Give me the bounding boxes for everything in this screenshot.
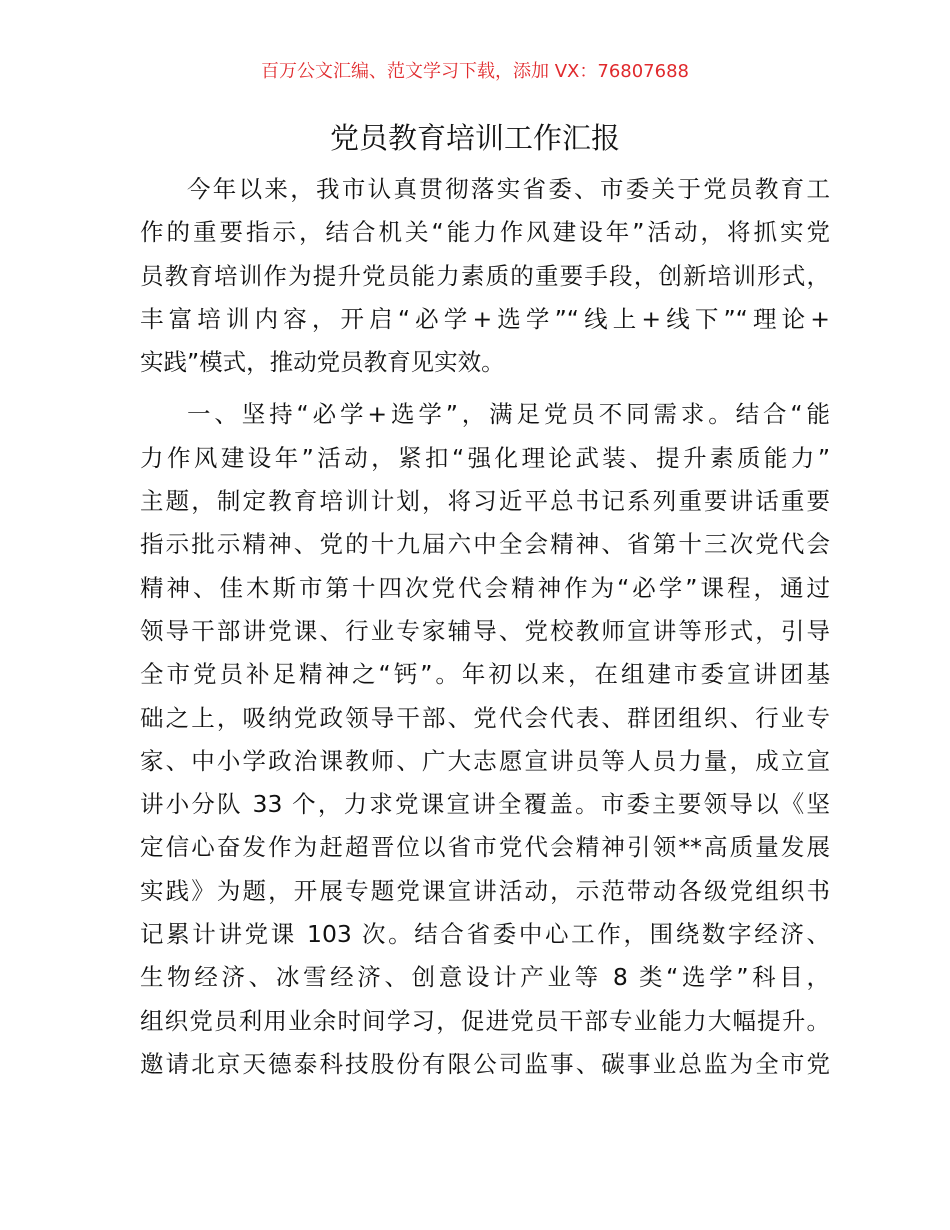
text-line: 丰富培训内容，开启“必学+选学”“线上+线下”“理论+: [140, 304, 830, 333]
text-line: 员教育培训作为提升党员能力素质的重要手段，创新培训形式，: [140, 261, 830, 290]
text-line: 一、坚持“必学+选学”，满足党员不同需求。结合“能: [187, 400, 830, 429]
text-line: 力作风建设年”活动，紧扣“强化理论武装、提升素质能力”: [140, 443, 830, 472]
text-line: 今年以来，我市认真贯彻落实省委、市委关于党员教育工: [187, 175, 830, 203]
text-line: 定信心奋发作为赶超晋位以省市党代会精神引领**高质量发展: [140, 833, 830, 862]
text-line: 主题，制定教育培训计划，将习近平总书记系列重要讲话重要: [140, 487, 830, 516]
text-line: 精神、佳木斯市第十四次党代会精神作为“必学”课程，通过: [140, 573, 830, 602]
text-line: 邀请北京天德泰科技股份有限公司监事、碳事业总监为全市党: [140, 1049, 830, 1078]
paragraph-intro: [140, 168, 830, 384]
text-line: 础之上，吸纳党政领导干部、党代会代表、群团组织、行业专: [140, 703, 830, 732]
text-line: 领导干部讲党课、行业专家辅导、党校教师宣讲等形式，引导: [140, 616, 830, 645]
document-title: 党员教育培训工作汇报: [329, 121, 620, 155]
text-line: 组织党员利用业余时间学习，促进党员干部专业能力大幅提升。: [140, 1006, 830, 1035]
watermark-banner: 百万公文汇编、范文学习下载，添加 VX：76807688: [261, 61, 689, 82]
paragraph-section-one: [140, 393, 830, 1086]
text-line: 讲小分队 33 个，力求党课宣讲全覆盖。市委主要领导以《坚: [140, 790, 830, 819]
text-line: 作的重要指示，结合机关“能力作风建设年”活动，将抓实党: [140, 218, 830, 247]
text-line: 全市党员补足精神之“钙”。年初以来，在组建市委宣讲团基: [140, 660, 830, 689]
text-line: 实践》为题，开展专题党课宣讲活动，示范带动各级党组织书: [140, 876, 830, 905]
text-line: 指示批示精神、党的十九届六中全会精神、省第十三次党代会: [140, 530, 830, 559]
text-line: 实践”模式，推动党员教育见实效。: [140, 348, 505, 377]
text-line: 记累计讲党课 103 次。结合省委中心工作，围绕数字经济、: [140, 920, 830, 949]
text-line: 生物经济、冰雪经济、创意设计产业等 8 类“选学”科目，: [140, 963, 830, 992]
text-line: 家、中小学政治课教师、广大志愿宣讲员等人员力量，成立宣: [140, 746, 830, 775]
document-body: [140, 168, 830, 1086]
